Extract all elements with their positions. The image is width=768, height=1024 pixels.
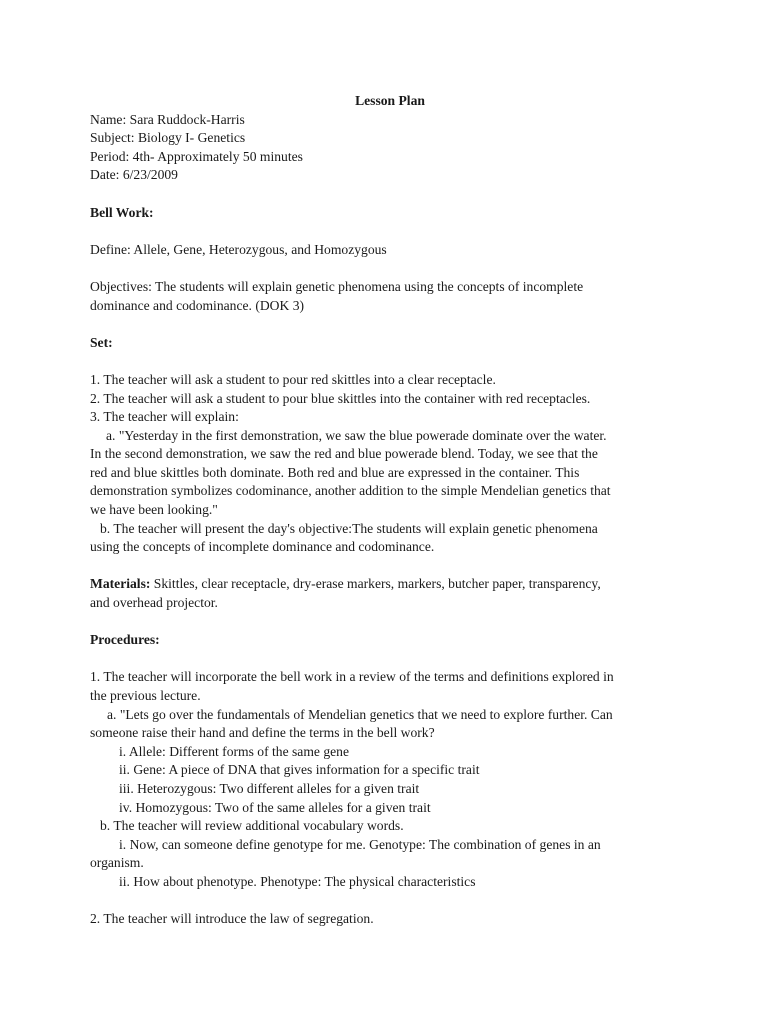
procedure-1b-i-line-1: i. Now, can someone define genotype for me. Genotype: The combination of genes in an [119,836,601,852]
page-title: Lesson Plan [355,93,425,108]
spacer [90,557,690,576]
spacer [90,613,690,632]
procedure-1b-ii: ii. How about phenotype. Phenotype: The physical characteristics [119,873,476,889]
set-item-3a-line-1: a. "Yesterday in the first demonstration, we saw the blue powerade dominate over the water. [106,427,607,443]
spacer [90,892,690,911]
set-item-3b-line-2: using the concepts of incomplete dominance and codominance. [90,539,435,555]
lesson-plan-page [90,92,690,929]
procedure-1a-line-1: a. "Lets go over the fundamentals of Mendelian genetics that we need to explore further. Can [107,706,613,722]
subject-line: Subject: Biology I- Genetics [90,130,246,146]
set-item-3b-line-1: b. The teacher will present the day's objective:The students will explain genetic phenomena [100,520,598,536]
bell-work-define: Define: Allele, Gene, Heterozygous, and Homozygous [90,241,387,257]
procedure-1a-iv: iv. Homozygous: Two of the same alleles for a given trait [119,799,431,815]
spacer [90,650,690,669]
spacer [90,222,690,241]
materials-text: Skittles, clear receptacle, dry-erase markers, markers, butcher paper, transparency, [150,576,601,592]
procedure-1-line-2: the previous lecture. [90,688,201,703]
procedure-1b-i-line-2: organism. [90,855,144,871]
date-line: Date: 6/23/2009 [90,167,178,183]
set-heading: Set: [90,334,113,350]
procedure-1a-i: i. Allele: Different forms of the same gene [119,743,350,759]
objectives-line-2: dominance and codominance. (DOK 3) [90,297,305,313]
set-item-3a-line-5: we have been looking." [90,502,218,518]
materials-line-2: and overhead projector. [90,595,218,611]
spacer [90,315,690,334]
procedure-1a-line-2: someone raise their hand and define the terms in the bell work? [90,725,435,741]
procedure-1a-iii: iii. Heterozygous: Two different alleles for a given trait [119,780,420,796]
period-line: Period: 4th- Approximately 50 minutes [90,148,303,164]
materials-label: Materials: [90,576,151,592]
procedure-1-line-1: 1. The teacher will incorporate the bell work in a review of the terms and definitions explored in [90,669,614,685]
name-line: Name: Sara Ruddock-Harris [90,111,245,127]
set-item-1: 1. The teacher will ask a student to pour red skittles into a clear receptacle. [90,371,496,387]
procedures-heading: Procedures: [90,632,160,648]
set-item-3a-line-4: demonstration symbolizes codominance, another addition to the simple Mendelian genetics that [90,483,611,499]
set-item-2: 2. The teacher will ask a student to pour blue skittles into the container with red receptacles. [90,390,591,406]
spacer [90,352,690,371]
set-item-3a-line-3: red and blue skittles both dominate. Both red and blue are expressed in the container. This [90,464,580,480]
set-item-3a-line-2: In the second demonstration, we saw the red and blue powerade blend. Today, we see that the [90,446,598,462]
set-item-3: 3. The teacher will explain: [90,409,239,425]
procedure-1b: b. The teacher will review additional vocabulary words. [100,818,404,834]
bell-work-heading: Bell Work: [90,204,154,220]
procedure-1a-ii: ii. Gene: A piece of DNA that gives information for a specific trait [119,762,480,778]
procedure-2: 2. The teacher will introduce the law of segregation. [90,911,374,927]
spacer [90,259,690,278]
spacer [90,185,690,204]
objectives-line-1: Objectives: The students will explain genetic phenomena using the concepts of incomplete [90,278,584,294]
materials-line-1 [90,575,690,594]
